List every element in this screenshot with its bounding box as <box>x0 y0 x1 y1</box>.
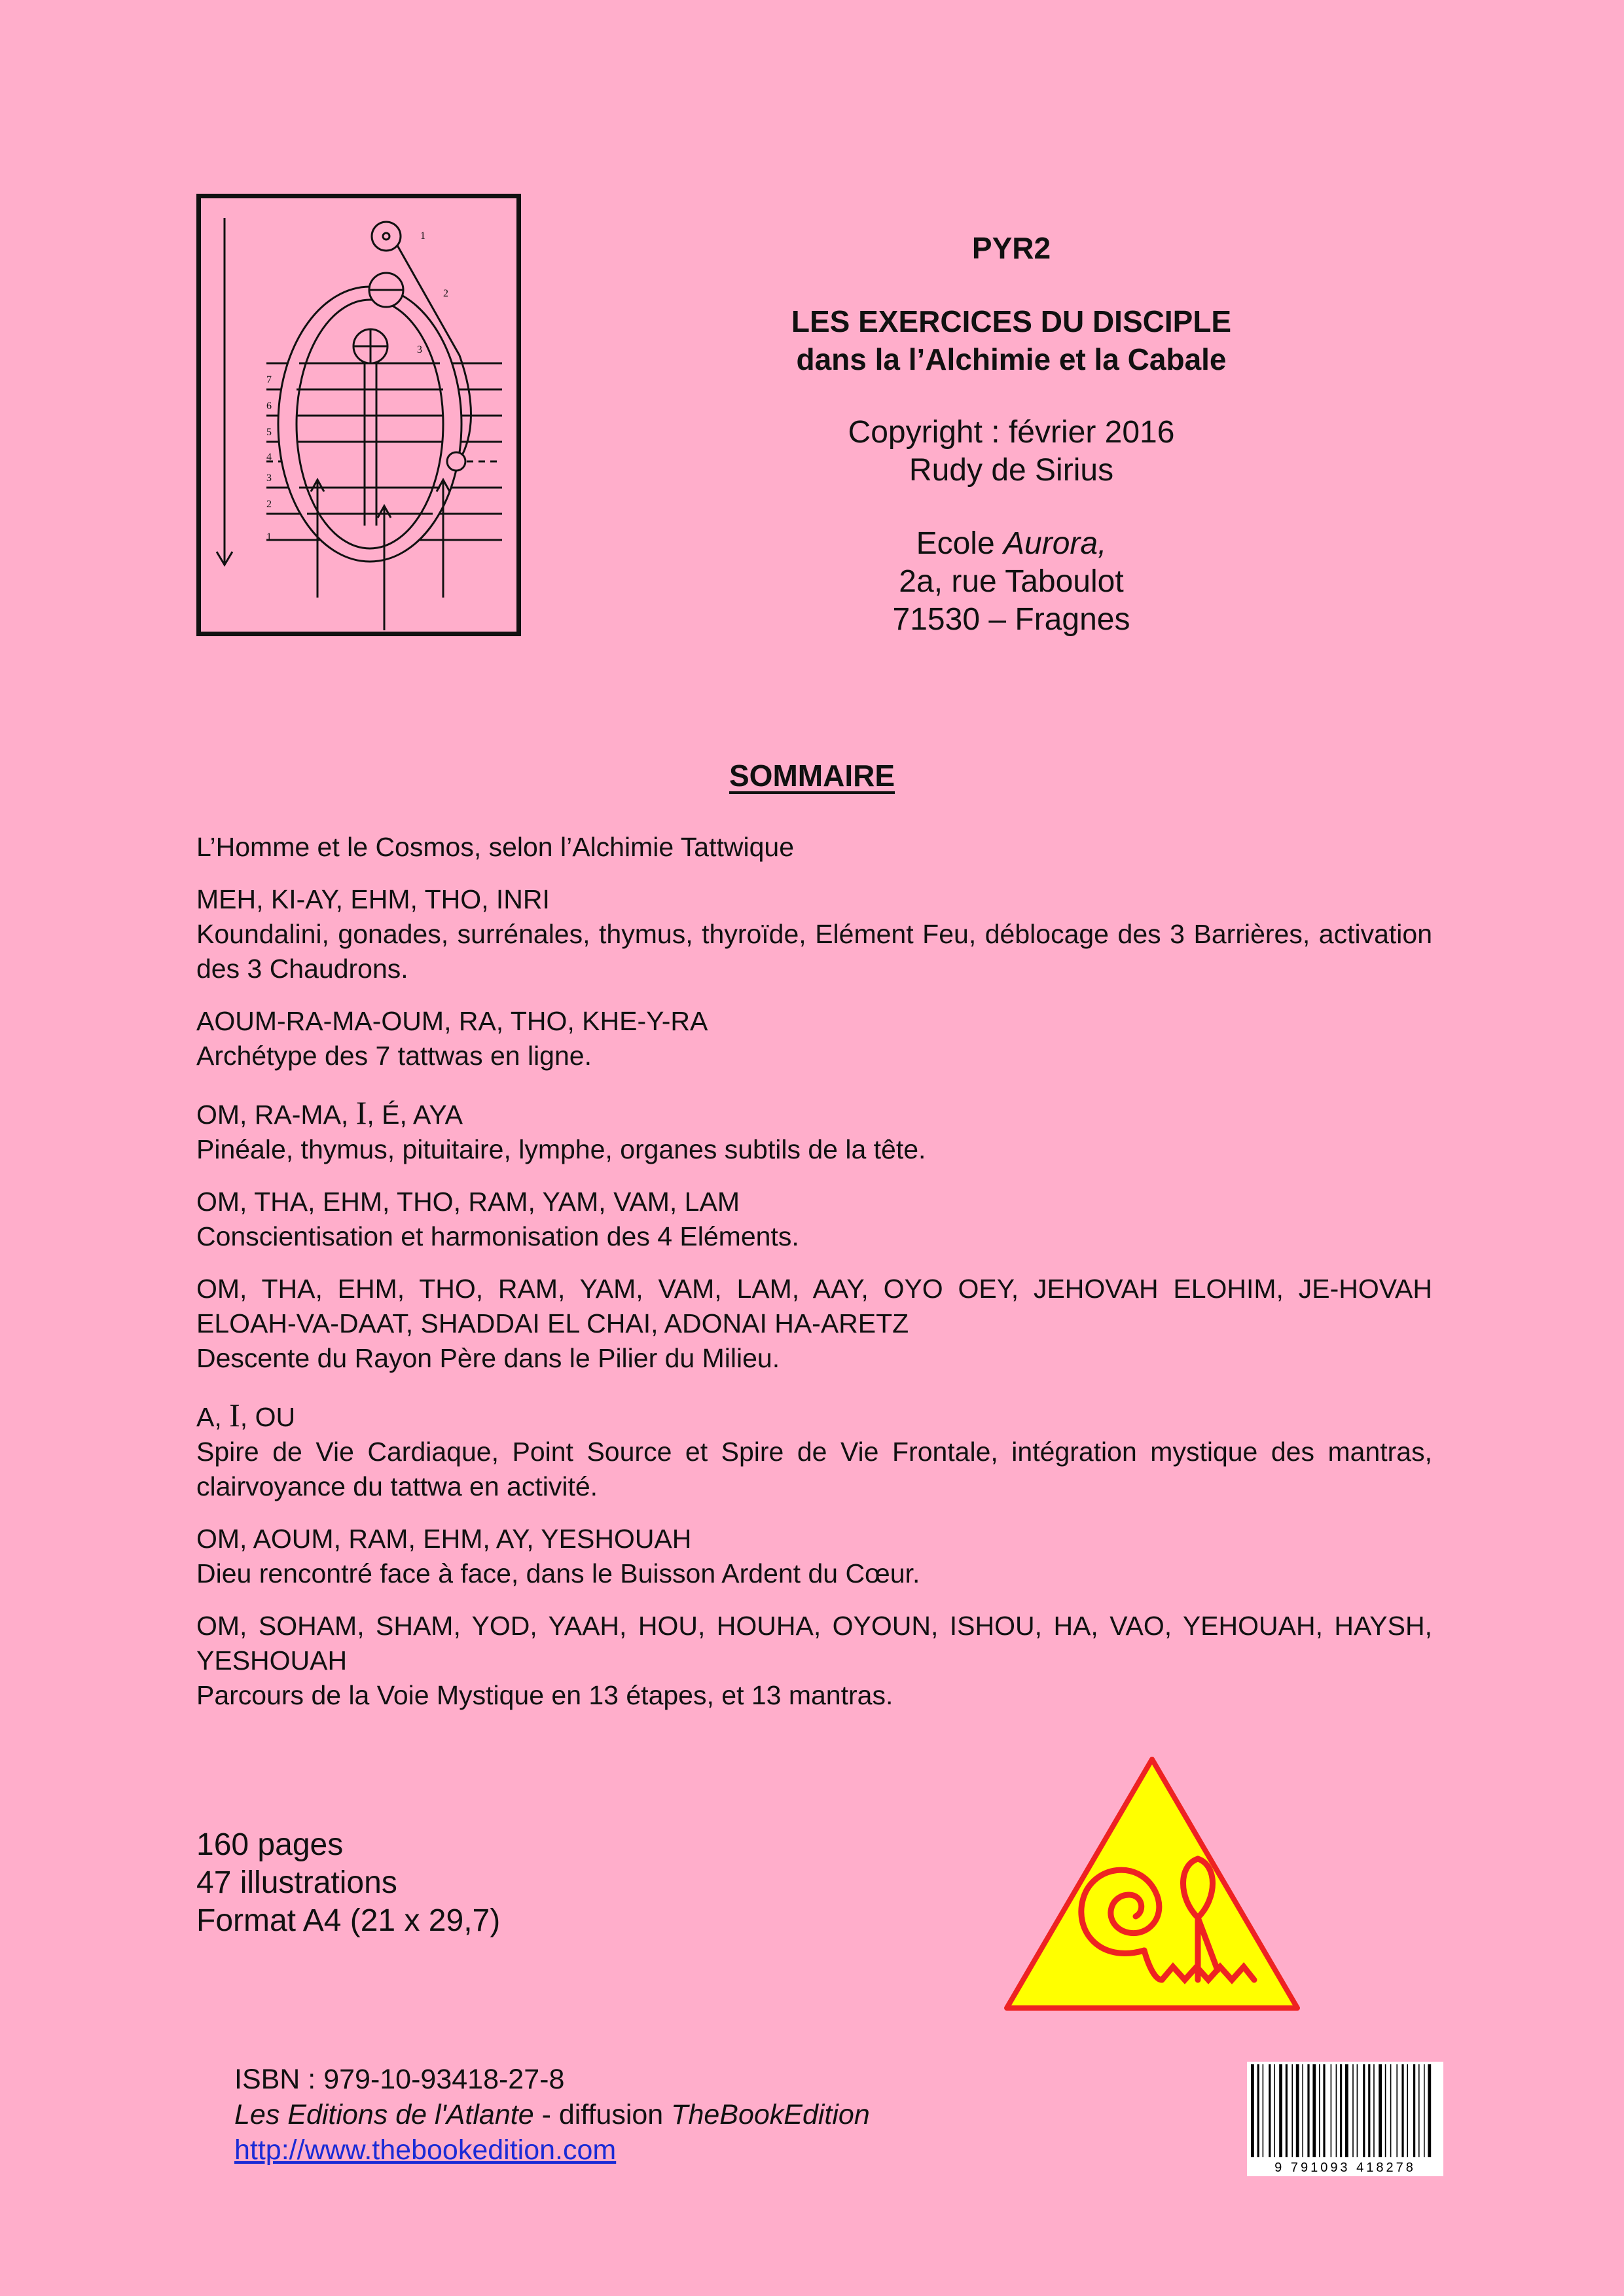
diagram-number-left: 5 <box>266 427 272 438</box>
entry-description: Descente du Rayon Père dans le Pilier du Milieu. <box>196 1343 780 1373</box>
distributor-name: TheBookEdition <box>671 2099 870 2130</box>
diagram-number-left: 6 <box>266 401 272 412</box>
barcode-bar <box>1385 2064 1386 2157</box>
entry-mantras: OM, SOHAM, SHAM, YOD, YAAH, HOU, HOUHA, OYOUN, ISHOU, HA, VAO, YEHOUAH, HAYSH, YESHOUAH <box>196 1611 1432 1676</box>
book-specs <box>196 1826 500 1940</box>
list-item <box>196 1272 1432 1376</box>
barcode-bar <box>1291 2064 1293 2157</box>
barcode-bar <box>1357 2064 1358 2157</box>
diagram-number-left: 2 <box>266 499 272 510</box>
sommaire-intro: L’Homme et le Cosmos, selon l’Alchimie Tattwique <box>196 832 795 862</box>
copyright-block <box>655 414 1368 490</box>
barcode-bar <box>1279 2064 1282 2157</box>
mantras-part: , É, AYA <box>367 1100 463 1130</box>
barcode-bar <box>1413 2064 1415 2157</box>
barcode-bar <box>1418 2064 1420 2157</box>
publisher-line <box>234 2097 870 2132</box>
diagram-number-left: 3 <box>266 473 272 484</box>
entry-description: Dieu rencontré face à face, dans le Buisson Ardent du Cœur. <box>196 1558 920 1588</box>
barcode-bar <box>1428 2064 1431 2157</box>
school-name: Aurora, <box>1003 526 1107 561</box>
entry-mantras: MEH, KI-AY, EHM, THO, INRI <box>196 884 550 914</box>
list-item <box>196 1004 1432 1073</box>
publisher-triangle-logo-icon <box>1001 1754 1303 2016</box>
sommaire-title: SOMMAIRE <box>729 759 895 793</box>
mantras-glyph: I <box>355 1094 367 1131</box>
entry-mantras: OM, THA, EHM, THO, RAM, YAM, VAM, LAM, AAY, OYO OEY, JEHOVAH ELOHIM, JE-HOVAH ELOAH-VA-DAAT, SHADDAI EL CHAI, ADONAI HA-ARETZ <box>196 1274 1432 1338</box>
entry-mantras: AOUM-RA-MA-OUM, RA, THO, KHE-Y-RA <box>196 1006 708 1036</box>
list-item <box>196 1609 1432 1713</box>
barcode-icon <box>1247 2062 1443 2176</box>
barcode-bar <box>1312 2064 1316 2157</box>
barcode-bar <box>1251 2064 1254 2157</box>
list-item <box>196 1185 1432 1254</box>
barcode-bar <box>1363 2064 1365 2157</box>
entry-description: Conscientisation et harmonisation des 4 Eléments. <box>196 1221 799 1251</box>
book-header <box>655 229 1368 639</box>
barcode-bar <box>1340 2064 1342 2157</box>
website-line <box>234 2132 870 2168</box>
page-count: 160 pages <box>196 1827 344 1862</box>
school <box>655 525 1368 563</box>
barcode-bar <box>1257 2064 1259 2157</box>
publisher-name: Les Editions de l'Atlante <box>234 2099 534 2130</box>
isbn: ISBN : 979-10-93418-27-8 <box>234 2064 565 2095</box>
barcode-bar <box>1269 2064 1271 2157</box>
barcode-bar <box>1302 2064 1303 2157</box>
list-item <box>196 882 1432 986</box>
diagram-number-right: 3 <box>417 344 422 355</box>
entry-description: Koundalini, gonades, surrénales, thymus, thyroïde, Elément Feu, déblocage des 3 Barrières, activation des 3 Chaudrons. <box>196 919 1432 984</box>
barcode-bar <box>1331 2064 1332 2157</box>
diagram-number-left: 1 <box>266 531 272 543</box>
barcode-bar <box>1319 2064 1320 2157</box>
list-item <box>196 1398 1432 1504</box>
copyright: Copyright : février 2016 <box>848 415 1175 450</box>
list-item <box>196 1096 1432 1167</box>
mantras-glyph: I <box>229 1397 240 1433</box>
barcode-bar <box>1424 2064 1425 2157</box>
mantras-part: OM, RA-MA, <box>196 1100 356 1130</box>
sommaire-list <box>196 830 1432 1731</box>
city: 71530 – Fragnes <box>892 602 1130 637</box>
barcode-bar <box>1307 2064 1309 2157</box>
entry-mantras: OM, THA, EHM, THO, RAM, YAM, VAM, LAM <box>196 1187 740 1217</box>
barcode-bar <box>1390 2064 1392 2157</box>
barcode-bar <box>1286 2064 1288 2157</box>
diagram-number-left: 7 <box>266 374 272 386</box>
barcode-bar <box>1345 2064 1348 2157</box>
barcode-bar <box>1274 2064 1275 2157</box>
barcode-bar <box>1379 2064 1382 2157</box>
address-block <box>655 525 1368 639</box>
book-title: LES EXERCICES DU DISCIPLE <box>791 304 1232 338</box>
diagram-number-right: 1 <box>420 230 425 242</box>
book-subtitle: dans la l’Alchimie et la Cabale <box>796 342 1227 376</box>
book-code: PYR2 <box>971 231 1051 265</box>
barcode-bar <box>1396 2064 1398 2157</box>
barcode-bar <box>1373 2064 1375 2157</box>
street: 2a, rue Taboulot <box>899 564 1124 599</box>
school-prefix: Ecole <box>916 526 1003 561</box>
publication-info <box>234 2062 870 2168</box>
author: Rudy de Sirius <box>909 453 1114 488</box>
list-item <box>196 1522 1432 1591</box>
diagram-number-left: 4 <box>266 452 272 463</box>
barcode-bar <box>1407 2064 1408 2157</box>
barcode-bar <box>1263 2064 1264 2157</box>
illustration-count: 47 illustrations <box>196 1865 397 1900</box>
mantras-part: , OU <box>240 1402 296 1432</box>
entry-mantras: OM, AOUM, RAM, EHM, AY, YESHOUAH <box>196 1524 692 1554</box>
entry-mantras <box>196 1398 1432 1435</box>
mantras-part: A, <box>196 1402 230 1432</box>
entry-mantras <box>196 1096 1432 1132</box>
entry-description: Pinéale, thymus, pituitaire, lymphe, organes subtils de la tête. <box>196 1134 926 1164</box>
barcode-bar <box>1296 2064 1299 2157</box>
barcode-bar <box>1352 2064 1354 2157</box>
diagram-number-right: 2 <box>443 288 448 299</box>
barcode-bar <box>1323 2064 1325 2157</box>
website-link[interactable]: http://www.thebookedition.com <box>234 2134 617 2166</box>
separator: - diffusion <box>533 2099 672 2130</box>
entry-description: Spire de Vie Cardiaque, Point Source et Spire de Vie Frontale, intégration mystique des mantras, clairvoyance du tattwa en activité. <box>196 1437 1432 1501</box>
barcode-bar <box>1336 2064 1337 2157</box>
barcode-bar <box>1368 2064 1370 2157</box>
barcode-bar <box>1401 2064 1403 2157</box>
entry-description: Archétype des 7 tattwas en ligne. <box>196 1041 592 1071</box>
book-format: Format A4 (21 x 29,7) <box>196 1903 501 1938</box>
barcode-digits: 9 791093 418278 <box>1274 2161 1416 2175</box>
entry-description: Parcours de la Voie Mystique en 13 étapes, et 13 mantras. <box>196 1680 893 1710</box>
alchemical-diagram-icon <box>196 194 521 636</box>
